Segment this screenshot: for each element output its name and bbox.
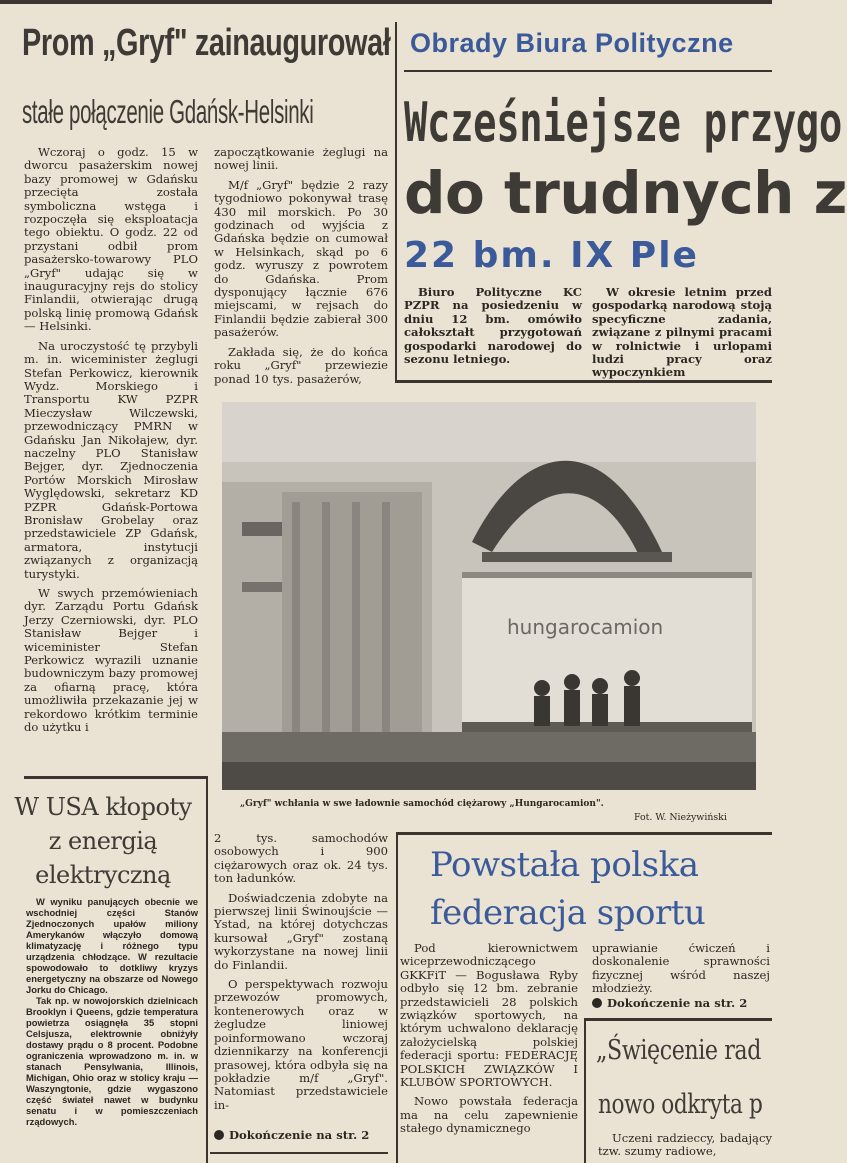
sport-paragraph: uprawianie ćwiczeń i doskonalenie sprawności fizycznej wśród naszej młodzieży. <box>592 941 770 996</box>
usa-body <box>26 896 198 1148</box>
gryf-paragraph: zapoczątkowanie żeglugi na nowej linii. <box>214 145 388 173</box>
truck-lettering: hungarocamion <box>507 615 664 639</box>
usa-top-border <box>24 776 208 779</box>
bullet-icon <box>592 998 602 1008</box>
top-rule <box>0 0 772 4</box>
photo-caption: „Gryf" wchłania w swe ładownie samochód ciężarowy „Hungarocamion". <box>240 799 604 809</box>
gryf-headline-line1: Prom „Gryf" zainaugurował <box>22 22 391 64</box>
politburo-headline-line2: do trudnych z <box>404 159 847 227</box>
sport-title-line2: federacja sportu <box>430 893 706 933</box>
politburo-subtitle: 22 bm. IX Ple <box>404 235 699 276</box>
radio-left-border <box>584 1018 586 1163</box>
usa-title-line2: z energią <box>48 827 158 855</box>
gryf-paragraph: Na uroczystość tę przybyli m. in. wiceminister żeglugi Stefan Perkowicz, kierownik Wydz. Morskiego i Transportu KW PZPR Mieczysław Wilczewski, przewodniczący PMRN w Gdańsku Jan Nikołajew, dyr. naczelny PLO Stanisław Bejger, dyr. Zjednoczenia Portów Morskich Mirosław Wyględowski, sekretarz KD PZPR Gdańsk-Portowa Bronisław Grobelay oraz przedstawiciele ZP Gdańsk, armatora, instytucji związanych z organizacją turystyki. <box>24 338 198 581</box>
gryf-paragraph: W swych przemówieniach dyr. Zarządu Portu Gdańsk Jerzy Czerniowski, dyr. PLO Stanisław Bejger i wiceminister Stefan Perkowicz wyrazili uznanie budowniczym bazy promowej za ofiarną pracę, która umożliwiła przekazanie jej w rekordowo krótkim terminie do użytku i <box>24 586 198 735</box>
sport-left-border <box>396 832 398 1163</box>
politburo-kicker-underline <box>404 70 772 72</box>
usa-paragraph: Tak np. w nowojorskich dzielnicach Brooklyn i Queens, gdzie temperatura powietrza osiągnęła 35 stopni Celsjusza, elektrownie obniżyły dostawy prądu o 8 procent. Podobne ograniczenia wprowadzono m. in. w stanach Pensylwania, Illinois, Michigan, Ohio oraz w stolicy kraju — Waszyngtonie, gdzie wygaszono część świateł nawet w budynku senatu i w pomieszczeniach rządowych. <box>26 995 198 1127</box>
photo-credit: Fot. W. Nieżywiński <box>634 812 727 823</box>
gryf-continued-link[interactable] <box>214 1128 369 1142</box>
politburo-headline-line1: Wcześniejsze przygo <box>404 91 842 154</box>
radio-top-border <box>584 1018 772 1021</box>
gryf-article-col2 <box>214 146 388 394</box>
continuation-paragraph: Doświadczenia zdobyte na pierwszej linii Świnoujście — Ystad, na której dotychczas kursował „Gryf" zostaną wykorzystane na nowej linii do Finlandii. <box>214 890 388 972</box>
gryf-continuation <box>214 832 388 1122</box>
politburo-paragraph: Biuro Polityczne KC PZPR na posiedzeniu w dniu 12 bm. omówiło całokształt przygotowań gospodarki narodowej do sezonu letniego. <box>404 285 582 367</box>
ferry-photo <box>222 402 756 790</box>
sport-title-line1: Powstała polska <box>430 845 699 885</box>
continuation-paragraph: 2 tys. samochodów osobowych i 900 ciężarowych oraz ok. 24 tys. ton ładunków. <box>214 831 388 886</box>
sport-top-border <box>396 832 772 835</box>
politburo-bottom-border <box>395 380 772 383</box>
politburo-col2 <box>592 285 772 380</box>
continuation-paragraph: O perspektywach rozwoju przewozów promowych, kontenerowych oraz w żegludze liniowej poinformowano wczoraj dziennikarzy na konferencji prasowej, która odbyła się na pokładzie m/f „Gryf". Natomiast przedstawiciele in- <box>214 977 388 1112</box>
usa-title-line3: elektryczną <box>35 861 171 889</box>
continuation-bottom-border <box>210 1152 388 1154</box>
politburo-kicker: Obrady Biura Polityczne <box>410 28 734 58</box>
politburo-col1 <box>404 286 582 370</box>
continued-label: Dokończenie na str. 2 <box>229 1128 370 1142</box>
sport-col2 <box>592 941 770 996</box>
gryf-article-col1 <box>24 146 198 772</box>
radio-paragraph: Uczeni radzieccy, badający tzw. szumy radiowe, <box>598 1131 772 1159</box>
radio-body <box>598 1132 772 1163</box>
radio-title-line1: „Święcenie rad <box>596 1035 761 1066</box>
politburo-left-border <box>395 22 397 382</box>
politburo-paragraph: W okresie letnim przed gospodarką narodową stoją specyficzne zadania, związane z pilnymi pracami w rolnictwie i urlopami ludzi pracy oraz wypoczynkiem <box>592 285 772 380</box>
usa-paragraph: W wyniku panujących obecnie we wschodniej części Stanów Zjednoczonych upałów miliony Amerykanów włączyło domową klimatyzację i różnego typu urządzenia chłodzące. W rezultacie spowodowało to dotkliwy kryzys energetyczny na obszarze od Nowego Jorku do Chicago. <box>26 896 198 995</box>
bullet-icon <box>214 1130 224 1140</box>
radio-title-line2: nowo odkryta p <box>598 1089 763 1120</box>
sport-paragraph: Nowo powstała federacja ma na celu zapewnienie stałego dynamicznego <box>400 1094 578 1136</box>
sport-continued-link[interactable] <box>592 996 747 1010</box>
continued-label: Dokończenie na str. 2 <box>607 996 748 1010</box>
usa-title-line1: W USA kłopoty <box>14 793 192 821</box>
gryf-paragraph: Wczoraj o godz. 15 w dworcu pasażerskim nowej bazy promowej w Gdańsku przecięta została symboliczna wstęga i rozpoczęła się eksploatacja tego obiektu. O godz. 22 od przystani odbił prom pasażersko-towarowy PLO „Gryf" udając się w inauguracyjny rejs do stolicy Finlandii, otwierając drugą polską linię promową Gdańsk — Helsinki. <box>24 145 198 334</box>
usa-right-border <box>206 776 208 1163</box>
sport-col1 <box>400 942 578 1163</box>
sport-paragraph: Pod kierownictwem wiceprzewodniczącego GKKFiT — Bogusława Ryby odbyło się 12 bm. zebranie przedstawicieli 28 polskich związków sportowych, na którym uchwalono deklarację założycielską polskiej federacji sportu: FEDERACJĘ POLSKICH ZWIĄZKÓW I KLUBÓW SPORTOWYCH. <box>400 941 578 1090</box>
gryf-headline-line2: stałe połączenie Gdańsk-Helsinki <box>22 93 314 130</box>
gryf-paragraph: Zakłada się, że do końca roku „Gryf" przewiezie ponad 10 tys. pasażerów, <box>214 344 388 386</box>
gryf-paragraph: M/f „Gryf" będzie 2 razy tygodniowo pokonywał trasę 430 mil morskich. Po 30 godzinach od wyjścia z Gdańska będzie on cumował w Helsinkach, skąd po 6 godz. wyruszy z powrotem do Gdańska. Prom dysponujący łącznie 676 miejscami, w rejsach do Finlandii będzie zabierał 300 pasażerów. <box>214 177 388 340</box>
